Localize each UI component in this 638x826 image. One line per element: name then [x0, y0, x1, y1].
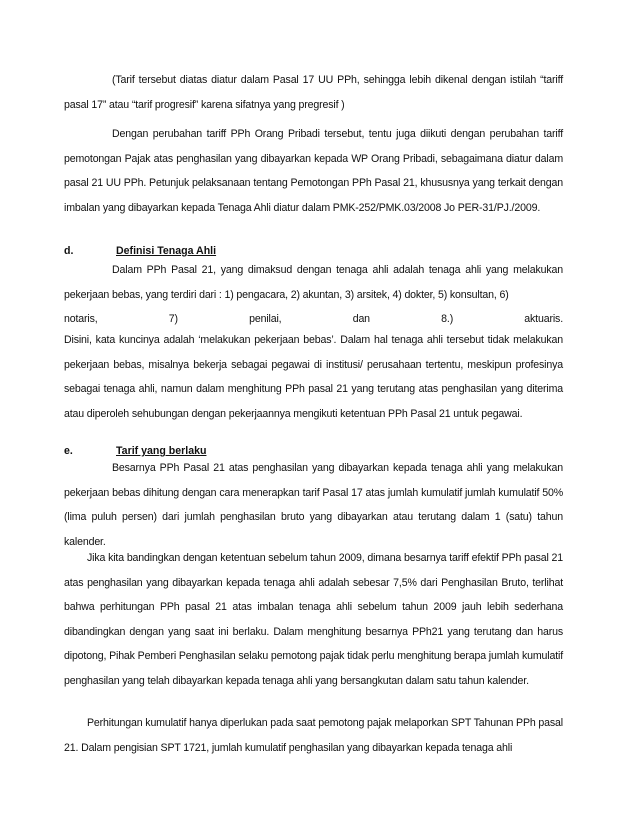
profession-item: 7) [168, 313, 178, 326]
heading-d-letter: d. [64, 245, 74, 257]
paragraph-comparison: Jika kita bandingkan dengan ketentuan sebelum tahun 2009, dimana besarnya tariff efektif PPh pasal 21 atas penghasilan yang dibayarkan kepada tenaga ahli adalah sebesar 7,5% dari Penghasilan Bruto, terlihat bahwa perhitungan PPh pasal 21 atas imbalan tenaga ahli sebelum tahun 2009 jauh lebih sederhana dibandingkan dengan yang saat ini berlaku. Dalam menghitung besarnya PPh21 yang terutang dan harus dipotong, Pihak Pemberi Penghasilan selaku pemotong pajak tidak perlu menghitung berapa jumlah kumulatif penghasilan yang telah dibayarkan kepada tenaga ahli yang bersangkutan dalam satu tahun kalender. [64, 552, 563, 687]
heading-d-title: Definisi Tenaga Ahli [116, 245, 217, 257]
profession-item: 8.) [441, 313, 454, 326]
paragraph-cumulative: Perhitungan kumulatif hanya diperlukan pada saat pemotong pajak melaporkan SPT Tahunan PPh pasal 21. Dalam pengisian SPT 1721, jumlah kumulatif penghasilan yang dibayarkan kepada tenaga ahli [64, 717, 563, 754]
paragraph-definition-text: Dalam PPh Pasal 21, yang dimaksud dengan tenaga ahli adalah tenaga ahli yang melakukan pekerjaan bebas, yang terdiri dari : 1) pengacara, 2) akuntan, 3) arsitek, 4) dokter, 5) konsultan, 6) [64, 264, 563, 301]
paragraph-tariff-note: (Tarif tersebut diatas diatur dalam Pasal 17 UU PPh, sehingga lebih dikenal dengan istilah “tariff pasal 17” atau “tarif progresif” karena sifatnya yang pregresif ) [64, 74, 563, 111]
profession-item: aktuaris. [524, 313, 563, 326]
paragraph-tariff-change: Dengan perubahan tariff PPh Orang Pribadi tersebut, tentu juga diikuti dengan perubahan tariff pemotongan Pajak atas penghasilan yang dibayarkan kepada WP Orang Pribadi, sebagaimana diatur dalam pasal 21 UU PPh. Petunjuk pelaksanaan tentang Pemotongan PPh Pasal 21, khususnya yang terkait dengan imbalan yang dibayarkan kepada Tenaga Ahli diatur dalam PMK-252/PMK.03/2008 Jo PER-31/PJ./2009. [64, 128, 563, 214]
paragraph-key-point: Disini, kata kuncinya adalah ‘melakukan pekerjaan bebas’. Dalam hal tenaga ahli tersebut tidak melakukan pekerjaan bebas, misalnya bekerja sebagai pegawai di institusi/ perusahaan tertentu, meskipun profesinya sebagai tenaga ahli, namun dalam menghitung PPh pasal 21 yang terutang atas penghasilan yang diterima atau diperoleh sehubungan dengan pekerjaannya mengikuti ketentuan PPh Pasal 21 untuk pegawai. [64, 334, 563, 420]
profession-item: dan [352, 313, 370, 326]
paragraph-applicable-rate: Besarnya PPh Pasal 21 atas penghasilan yang dibayarkan kepada tenaga ahli yang melakukan pekerjaan bebas dihitung dengan cara menerapkan tarif Pasal 17 atas jumlah kumulatif jumlah kumulatif 50% (lima puluh persen) dari jumlah penghasilan bruto yang dibayarkan atau terutang dalam 1 (satu) tahun kalender. [64, 462, 563, 548]
paragraph-definition [64, 258, 563, 332]
profession-item: notaris, [64, 313, 98, 326]
heading-e-title: Tarif yang berlaku [116, 445, 207, 457]
heading-e-letter: e. [64, 445, 73, 457]
profession-item: penilai, [249, 313, 282, 326]
